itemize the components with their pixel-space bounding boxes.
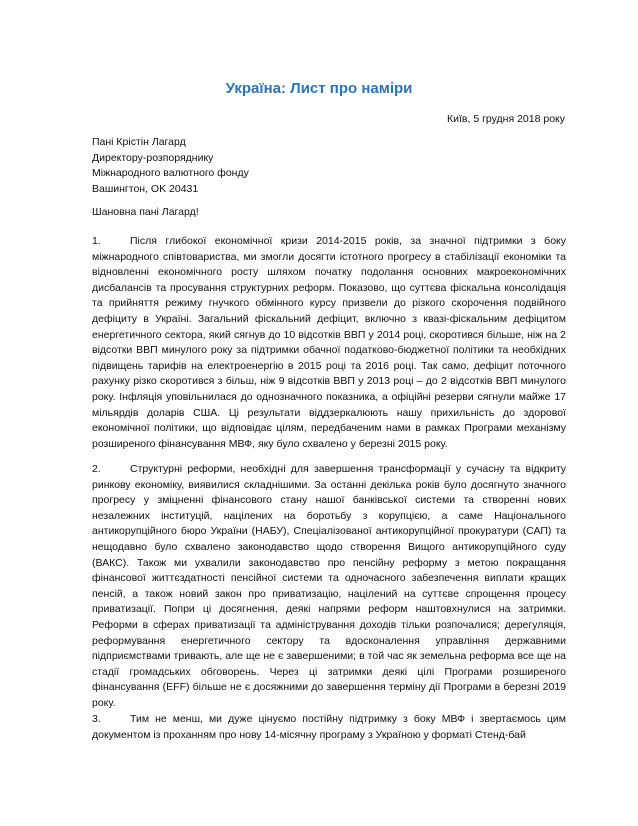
document-title: Україна: Лист про наміри — [225, 80, 413, 97]
paragraph-text: Після глибокої економічної кризи 2014-2015 років, за значної підтримки з боку міжнародного співтовариства, ми змогли досягти істотного прогресу в стабілізації економіки та відновленні економічного росту шляхом початку подолання основних макроекономічних дисбалансів та просування структурних реформ. Показово, що суттєва фіскальна консолідація та прийняття режиму гнучкого обмінного курсу призвели до різкого скорочення подвійного дефіциту в Україні. Загальний фіскальний дефіцит, включно з квазі-фіскальним дефіцитом енергетичного сектора, який сягнув до 10 відсотків ВВП у 2014 році, скоротився більше, ніж на 2 відсотки ВВП минулого року за підтримки обачної податково-бюджетної політики та необхідних підвищень тарифів на електроенергію в 2015 році та 2016 році. Так само, дефіцит поточного рахунку різко скоротився з більш, ніж 9 відсотків ВВП у 2013 році – до 2 відсотків ВВП минулого року. Інфляція уповільнилася до однозначного показника, а офіційні резерви сягнули майже 17 мільярдів доларів США. Ці результати віддзеркалюють нашу прихильність до здорової економічної політики, що відповідає цілям, передбаченим нами в рамках Програми механізму розширеного фінансування МВФ, яку було схвалено у березні 2015 року. — [92, 235, 566, 450]
paragraph-text: Структурні реформи, необхідні для завершення трансформації у сучасну та відкриту ринкову економіку, виявилися складнішими. За останні декілька років було досягнуто значного прогресу у зміцненні фінансового стану нашої банківської системи та створенні нових незалежних інституцій, націлених на боротьбу з корупцією, а саме Національного антикорупційного бюро України (НАБУ), Спеціалізованої антикорупційної прокуратури (САП) та нещодавно було схвалено законодавство щодо створення Вищого антикорупційного суду (ВАКС). Також ми ухвалили законодавство про пенсійну реформу з метою покращання фінансової життєздатності пенсійної системи та одночасного забезпечення виплати кращих пенсій, а також новий закон про приватизацію, націлений на суттєве спрощення процесу приватизації. Попри ці досягнення, деякі напрями реформ наштовхнулися на затримки. Реформи в сферах приватизації та адміністрування доходів тільки розпочалися; дерегуляція, реформування енергетичного сектору та вдосконалення управління державними підприємствами тривають, але ще не є завершеними; в той час як земельна реформа все ще на стадії громадських обговорень. Через ці затримки деякі цілі Програми розширеного фінансування (EFF) більше не є досяжними до завершення терміну дії Програми в березні 2019 року. — [92, 463, 566, 709]
greeting: Шановна пані Лагард! — [92, 206, 199, 218]
address-line: Вашингтон, OK 20431 — [92, 182, 199, 195]
paragraph-number: 2. — [92, 463, 101, 475]
paragraph-number: 1. — [92, 235, 101, 247]
paragraph-2 — [92, 462, 566, 712]
paragraph-number: 3. — [92, 713, 101, 725]
paragraph-3 — [92, 712, 566, 743]
paragraph-1 — [92, 234, 566, 452]
address-line: Директору-розпоряднику — [92, 151, 214, 164]
recipient-address — [92, 135, 249, 197]
paragraph-text: Тим не менш, ми дуже цінуємо постійну підтримку з боку МВФ і звертаємось цим документом із проханням про нову 14-місячну програму з Україною у форматі Стенд-бай — [92, 713, 566, 741]
letter-date: Київ, 5 грудня 2018 року — [447, 113, 565, 125]
address-line: Пані Крістін Лагард — [92, 136, 186, 148]
address-line: Міжнародного валютного фонду — [92, 167, 249, 179]
